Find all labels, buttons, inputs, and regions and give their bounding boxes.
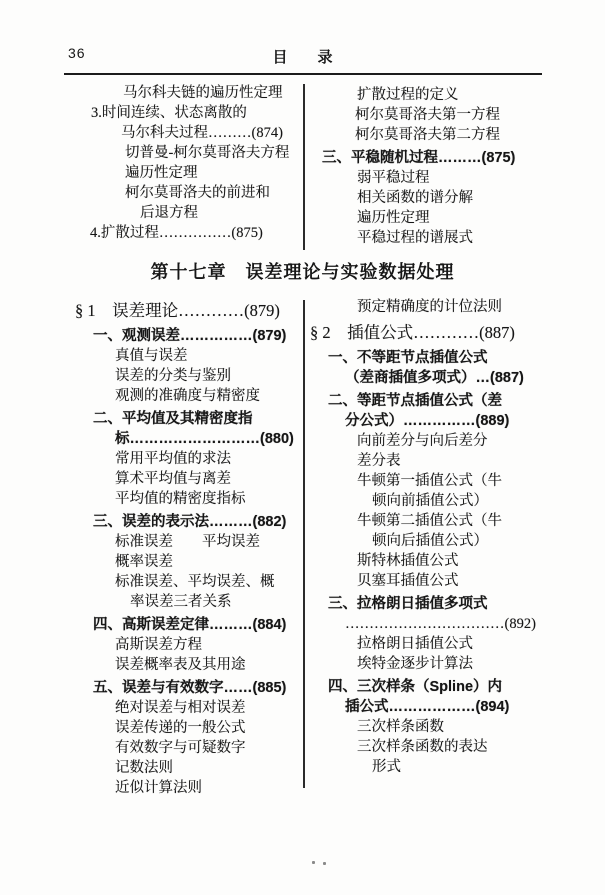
toc-line: 柯尔莫哥洛夫第二方程 (355, 127, 500, 143)
toc-line: 率误差三者关系 (130, 594, 232, 610)
toc-line: 三、误差的表示法………(882) (93, 514, 287, 530)
toc-line: 马尔科夫链的遍历性定理 (123, 85, 283, 101)
toc-line: 3.时间连续、状态离散的 (91, 105, 247, 121)
toc-line: § 1 误差理论…………(879) (75, 301, 280, 320)
toc-line: 三次样条函数 (357, 719, 444, 735)
toc-line: 真值与误差 (115, 348, 188, 364)
toc-line: § 2 插值公式…………(887) (310, 323, 515, 342)
toc-line: 弱平稳过程 (357, 170, 430, 186)
toc-line: 遍历性定理 (357, 210, 430, 226)
scan-speck (312, 861, 315, 864)
toc-line: 有效数字与可疑数字 (115, 740, 246, 756)
toc-line: 三次样条函数的表达 (357, 739, 488, 755)
toc-line: 切普曼-柯尔莫哥洛夫方程 (125, 145, 290, 161)
toc-line: 观测的准确度与精密度 (115, 388, 260, 404)
toc-line: 二、等距节点插值公式（差 (328, 393, 502, 409)
toc-line: 相关函数的谱分解 (357, 190, 473, 206)
toc-line: 贝塞耳插值公式 (357, 573, 459, 589)
toc-column-left-main (75, 298, 305, 798)
toc-line: 二、平均值及其精密度指 (93, 411, 253, 427)
toc-line: 算术平均值与离差 (115, 471, 231, 487)
toc-line: 平稳过程的谱展式 (357, 230, 473, 246)
toc-line: 顿向后插值公式） (372, 533, 488, 549)
toc-line: 标准误差、平均误差、概 (115, 574, 275, 590)
toc-line: 概率误差 (115, 554, 173, 570)
toc-line: 牛顿第一插值公式（牛 (357, 473, 502, 489)
chapter-title: 第十七章 误差理论与实验数据处理 (150, 262, 455, 282)
toc-line: 三、拉格朗日插值多项式 (328, 596, 488, 612)
toc-line: 差分表 (357, 453, 401, 469)
toc-line: 形式 (372, 759, 401, 775)
toc-line: 绝对误差与相对误差 (115, 700, 246, 716)
toc-line: 常用平均值的求法 (115, 451, 231, 467)
toc-column-right-top (310, 85, 550, 248)
toc-column-left-top (75, 83, 303, 243)
toc-line: 马尔科夫过程………(874) (121, 125, 283, 141)
toc-line: 扩散过程的定义 (357, 87, 459, 103)
toc-line: 平均值的精密度指标 (115, 491, 246, 507)
toc-line: 一、不等距节点插值公式 (328, 350, 488, 366)
toc-line: 近似计算法则 (115, 780, 202, 796)
toc-line: 四、高斯误差定律………(884) (93, 617, 287, 633)
toc-line: 牛顿第二插值公式（牛 (357, 513, 502, 529)
toc-line: 误差概率表及其用途 (115, 657, 246, 673)
toc-column-right-main (310, 297, 552, 777)
toc-line: 插公式………………(894) (345, 699, 510, 715)
toc-line: 后退方程 (140, 205, 198, 221)
header-rule (64, 73, 542, 75)
toc-line: 柯尔莫哥洛夫的前进和 (125, 185, 270, 201)
toc-line: 标准误差 平均误差 (115, 534, 260, 550)
toc-line: 斯特林插值公式 (357, 553, 459, 569)
toc-line: 分公式）……………(889) (345, 413, 510, 429)
toc-line: 四、三次样条（Spline）内 (328, 679, 503, 695)
toc-line: 向前差分与向后差分 (357, 433, 488, 449)
toc-line: 柯尔莫哥洛夫第一方程 (355, 107, 500, 123)
toc-line: 记数法则 (115, 760, 173, 776)
toc-line: 高斯误差方程 (115, 637, 202, 653)
toc-line: 预定精确度的计位法则 (357, 299, 502, 315)
toc-line: 拉格朗日插值公式 (357, 636, 473, 652)
toc-line: 顿向前插值公式） (372, 493, 488, 509)
header-title: 目 录 (272, 50, 333, 66)
toc-line: 五、误差与有效数字……(885) (93, 680, 287, 696)
toc-line: 4.扩散过程……………(875) (90, 225, 263, 241)
toc-line: 埃特金逐步计算法 (357, 656, 473, 672)
column-divider-top (303, 84, 305, 250)
page-number: 36 (68, 45, 86, 61)
toc-line: 三、平稳随机过程………(875) (322, 150, 516, 166)
toc-line: 遍历性定理 (125, 165, 198, 181)
toc-line: ……………………………(892) (345, 616, 536, 632)
toc-line: 误差传递的一般公式 (115, 720, 246, 736)
toc-line: 标………………………(880) (115, 431, 294, 447)
toc-line: 误差的分类与鉴别 (115, 368, 231, 384)
toc-line: （差商插值多项式）…(887) (345, 370, 524, 386)
scan-speck (323, 862, 326, 865)
toc-line: 一、观测误差……………(879) (93, 328, 287, 344)
